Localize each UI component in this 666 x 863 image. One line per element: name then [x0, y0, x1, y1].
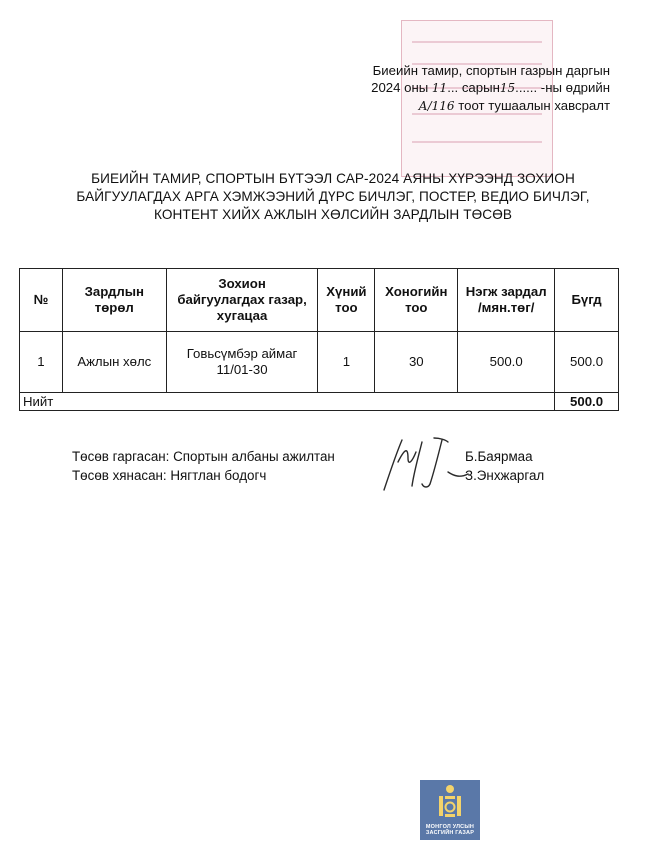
- header-people-count: Хүний тоо: [318, 269, 375, 332]
- header-unit-cost: Нэгж зардал /мян.төг/: [458, 269, 555, 332]
- total-value: 500.0: [555, 393, 619, 411]
- cell-no: 1: [20, 332, 63, 393]
- checked-by-row: [72, 466, 572, 485]
- total-label: Нийт: [20, 393, 555, 411]
- header-no: №: [20, 269, 63, 332]
- cell-expense-type: Ажлын хөлс: [62, 332, 166, 393]
- cell-place-date: Говьсүмбэр аймаг 11/01-30: [166, 332, 318, 393]
- header-total: Бүгд: [555, 269, 619, 332]
- checked-by-label: Төсөв хянасан: Нягтлан бодогч: [72, 468, 267, 483]
- handwritten-signature: [378, 432, 478, 494]
- table-header-row: [20, 269, 619, 332]
- header-days-count: Хоногийн тоо: [375, 269, 458, 332]
- document-title: БИЕИЙН ТАМИР, СПОРТЫН БҮТЭЭЛ САР-2024 АЯНЫ ХҮРЭЭНД ЗОХИОН БАЙГУУЛАГДАХ АРГА ХЭМЖЭЭНИЙ ДҮРС БИЧЛЭГ, ПОСТЕР, ВЕДИО БИЧЛЭГ, КОНТЕНТ ХИЙХ АЖЛЫН ХӨЛСИЙН ЗАРДЛЫН ТӨСӨВ: [76, 171, 590, 222]
- checked-by-name: З.Энхжаргал: [465, 468, 545, 483]
- signature-block: [72, 447, 572, 485]
- prepared-by-name: Б.Баярмаа: [465, 449, 533, 464]
- table-row: [20, 332, 619, 393]
- soyombo-icon: [420, 780, 480, 824]
- cell-total: 500.0: [555, 332, 619, 393]
- prepared-by-row: [72, 447, 572, 466]
- cell-days-count: 30: [375, 332, 458, 393]
- prepared-by-label: Төсөв гаргасан: Спортын албаны ажилтан: [72, 449, 335, 464]
- annex-line-3: А/116 тоот тушаалын хавсралт: [418, 98, 610, 113]
- annex-line-1: Биеийн тамир, спортын газрын даргын: [372, 63, 610, 78]
- cell-unit-cost: 500.0: [458, 332, 555, 393]
- emblem-caption: МОНГОЛ УЛСЫН ЗАСГИЙН ГАЗАР: [425, 824, 475, 836]
- government-emblem: [420, 780, 480, 840]
- handwritten-month: 11: [431, 81, 448, 95]
- budget-table: [19, 268, 619, 411]
- order-annex-note: [300, 62, 610, 115]
- annex-line-2: 2024 оны 11... сарын15...... -ны өдрийн: [371, 80, 610, 95]
- handwritten-order-number: А/116: [418, 99, 455, 113]
- table-total-row: [20, 393, 619, 411]
- cell-people-count: 1: [318, 332, 375, 393]
- header-expense-type: Зардлын төрөл: [62, 269, 166, 332]
- header-place-date: Зохион байгуулагдах газар, хугацаа: [166, 269, 318, 332]
- handwritten-day: 15: [499, 81, 516, 95]
